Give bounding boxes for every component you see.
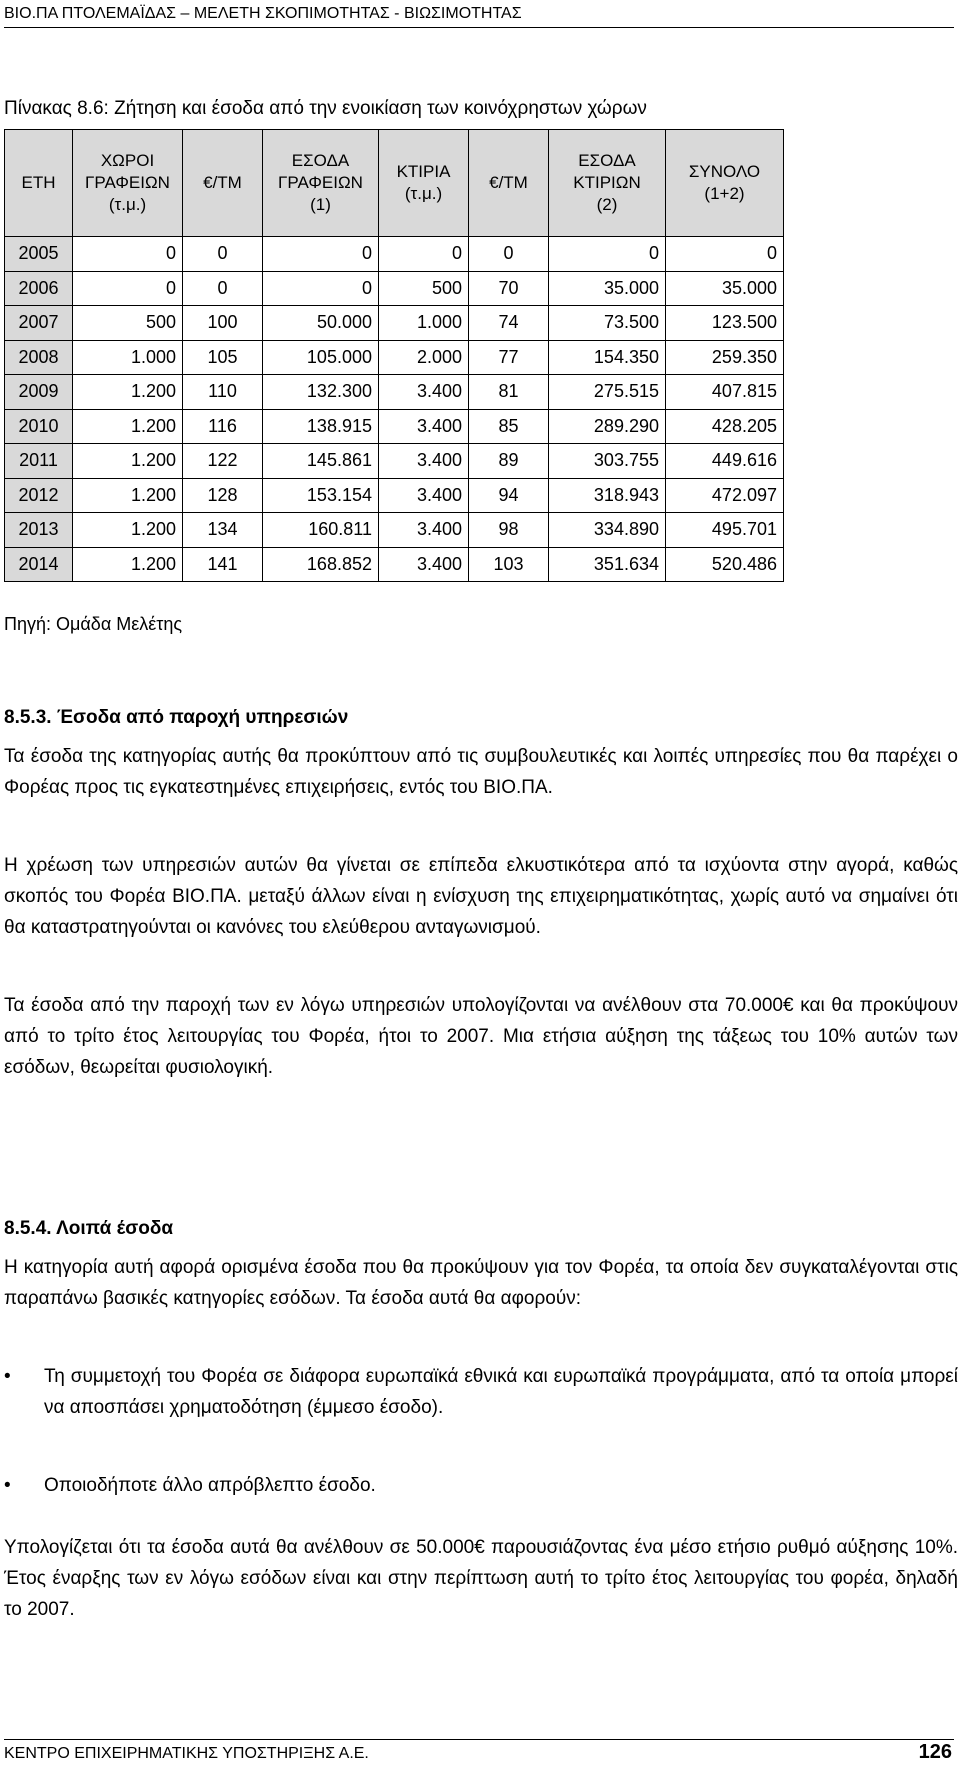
table-cell: 2.000	[379, 340, 469, 375]
table-row	[5, 340, 784, 375]
column-header	[469, 130, 549, 237]
table-cell: 168.852	[263, 547, 379, 582]
table-cell: 154.350	[549, 340, 666, 375]
table-row	[5, 478, 784, 513]
table-cell: 1.000	[379, 306, 469, 341]
table-cell: 1.200	[73, 375, 183, 410]
table-body	[5, 237, 784, 582]
table-cell: 407.815	[666, 375, 784, 410]
table-cell: 128	[183, 478, 263, 513]
table-cell: 334.890	[549, 513, 666, 548]
table-cell: 500	[379, 271, 469, 306]
table-cell: 1.200	[73, 478, 183, 513]
year-cell: 2010	[5, 409, 73, 444]
revenue-table	[4, 129, 784, 582]
table-cell: 70	[469, 271, 549, 306]
column-header	[73, 130, 183, 237]
column-header	[183, 130, 263, 237]
table-caption: Πίνακας 8.6: Ζήτηση και έσοδα από την ενοικίαση των κοινόχρηστων χώρων	[4, 98, 647, 119]
table-source-note: Πηγή: Ομάδα Μελέτης	[4, 614, 183, 634]
table-cell: 3.400	[379, 409, 469, 444]
year-cell: 2012	[5, 478, 73, 513]
column-header-line: €/ΤΜ	[489, 173, 528, 192]
table-cell: 0	[469, 237, 549, 272]
table-cell: 138.915	[263, 409, 379, 444]
table-cell: 35.000	[549, 271, 666, 306]
column-header	[666, 130, 784, 237]
page-number: 126	[918, 1741, 952, 1763]
running-header: ΒΙΟ.ΠΑ ΠΤΟΛΕΜΑΪΔΑΣ – ΜΕΛΕΤΗ ΣΚΟΠΙΜΟΤΗΤΑΣ - ΒΙΩΣΙΜΟΤΗΤΑΣ	[4, 4, 954, 28]
paragraph: Η χρέωση των υπηρεσιών αυτών θα γίνεται σε επίπεδα ελκυστικότερα από τα ισχύοντα στην αγορά, καθώς σκοπός του Φορέα ΒΙΟ.ΠΑ. μεταξύ άλλων είναι η ενίσχυση της επιχειρηματικότητας, χωρίς αυτό να σημαίνει ότι θα καταστρατηγούνται οι κανόνες του ελεύθερου ανταγωνισμού.	[4, 855, 958, 938]
table-cell: 0	[183, 237, 263, 272]
table-cell: 141	[183, 547, 263, 582]
table-row	[5, 237, 784, 272]
column-header-line: ΕΤΗ	[21, 173, 56, 192]
table-row	[5, 271, 784, 306]
column-header-line: ΓΡΑΦΕΙΩΝ	[85, 173, 170, 192]
table-cell: 351.634	[549, 547, 666, 582]
table-cell: 0	[73, 237, 183, 272]
table-cell: 428.205	[666, 409, 784, 444]
column-header-line: (1+2)	[704, 184, 745, 203]
table-cell: 1.200	[73, 409, 183, 444]
column-header-line: (1)	[310, 195, 331, 214]
table-cell: 50.000	[263, 306, 379, 341]
table-cell: 123.500	[666, 306, 784, 341]
column-header	[263, 130, 379, 237]
table-cell: 0	[73, 271, 183, 306]
table-cell: 73.500	[549, 306, 666, 341]
bullet-icon: •	[4, 1475, 11, 1496]
table-cell: 0	[263, 271, 379, 306]
column-header-line: ΕΣΟΔΑ	[291, 151, 350, 170]
year-cell: 2013	[5, 513, 73, 548]
column-header-line: ΚΤΙΡΙΑ	[396, 162, 451, 181]
table-cell: 105.000	[263, 340, 379, 375]
table-cell: 132.300	[263, 375, 379, 410]
table-row	[5, 375, 784, 410]
footer-org: ΚΕΝΤΡΟ ΕΠΙΧΕΙΡΗΜΑΤΙΚΗΣ ΥΠΟΣΤΗΡΙΞΗΣ Α.Ε.	[4, 1745, 369, 1762]
table-cell: 94	[469, 478, 549, 513]
table-cell: 0	[666, 237, 784, 272]
list-item-text: Οποιοδήποτε άλλο απρόβλεπτο έσοδο.	[44, 1475, 376, 1496]
year-cell: 2009	[5, 375, 73, 410]
table-cell: 520.486	[666, 547, 784, 582]
bullet-icon: •	[4, 1366, 11, 1387]
table-cell: 77	[469, 340, 549, 375]
table-cell: 472.097	[666, 478, 784, 513]
column-header-line: ΓΡΑΦΕΙΩΝ	[278, 173, 363, 192]
table-cell: 318.943	[549, 478, 666, 513]
year-cell: 2011	[5, 444, 73, 479]
column-header-line: (2)	[596, 195, 618, 214]
table-cell: 449.616	[666, 444, 784, 479]
column-header-line: (τ.μ.)	[404, 184, 443, 203]
paragraph: Υπολογίζεται ότι τα έσοδα αυτά θα ανέλθουν σε 50.000€ παρουσιάζοντας ένα μέσο ετήσιο ρυθμό αύξησης 10%. Έτος έναρξης των εν λόγω εσόδων είναι και στην περίπτωση αυτή το τρίτο έτος λειτουργίας του φορέα, δηλαδή το 2007.	[4, 1537, 958, 1620]
list-item-text: Τη συμμετοχή του Φορέα σε διάφορα ευρωπαϊκά εθνικά και ευρωπαϊκά προγράμματα, από τα οποία μπορεί να αποσπάσει χρηματοδότηση (έμμεσο έσοδο).	[44, 1366, 958, 1418]
table-cell: 0	[183, 271, 263, 306]
column-header-line: ΚΤΙΡΙΩΝ	[573, 173, 641, 192]
column-header	[549, 130, 666, 237]
table-cell: 110	[183, 375, 263, 410]
table-row	[5, 547, 784, 582]
section-heading-854: 8.5.4. Λοιπά έσοδα	[4, 1218, 174, 1239]
table-cell: 81	[469, 375, 549, 410]
table-cell: 495.701	[666, 513, 784, 548]
table-cell: 1.200	[73, 444, 183, 479]
table-cell: 89	[469, 444, 549, 479]
year-cell: 2006	[5, 271, 73, 306]
table-cell: 35.000	[666, 271, 784, 306]
column-header-line: ΣΥΝΟΛΟ	[688, 162, 761, 181]
year-cell: 2014	[5, 547, 73, 582]
section-heading-853: 8.5.3. Έσοδα από παροχή υπηρεσιών	[4, 707, 349, 728]
table-cell: 160.811	[263, 513, 379, 548]
table-cell: 1.200	[73, 513, 183, 548]
table-cell: 1.000	[73, 340, 183, 375]
table-row	[5, 444, 784, 479]
year-cell: 2005	[5, 237, 73, 272]
column-header-line: €/ΤΜ	[203, 173, 242, 192]
column-header-line: (τ.μ.)	[108, 195, 147, 214]
table-cell: 74	[469, 306, 549, 341]
table-cell: 303.755	[549, 444, 666, 479]
table-cell: 116	[183, 409, 263, 444]
table-cell: 289.290	[549, 409, 666, 444]
table-cell: 100	[183, 306, 263, 341]
table-cell: 3.400	[379, 444, 469, 479]
year-cell: 2007	[5, 306, 73, 341]
table-row	[5, 513, 784, 548]
table-cell: 85	[469, 409, 549, 444]
table-cell: 500	[73, 306, 183, 341]
table-cell: 259.350	[666, 340, 784, 375]
table-cell: 3.400	[379, 375, 469, 410]
table-cell: 275.515	[549, 375, 666, 410]
table-cell: 3.400	[379, 513, 469, 548]
table-row	[5, 306, 784, 341]
table-cell: 134	[183, 513, 263, 548]
paragraph: Τα έσοδα της κατηγορίας αυτής θα προκύπτουν από τις συμβουλευτικές και λοιπές υπηρεσίες που θα παρέχει ο Φορέας προς τις εγκατεστημένες επιχειρήσεις, εντός του ΒΙΟ.ΠΑ.	[4, 746, 958, 798]
table-cell: 3.400	[379, 478, 469, 513]
paragraph: Τα έσοδα από την παροχή των εν λόγω υπηρεσιών υπολογίζονται να ανέλθουν στα 70.000€ και θα προκύψουν από το τρίτο έτος λειτουργίας του Φορέα, ήτοι το 2007. Μια ετήσια αύξηση της τάξεως του 10% αυτών των εσόδων, θεωρείται φυσιολογική.	[4, 995, 958, 1078]
table-cell: 145.861	[263, 444, 379, 479]
table-cell: 1.200	[73, 547, 183, 582]
running-footer	[4, 1739, 954, 1763]
table-cell: 0	[549, 237, 666, 272]
table-cell: 122	[183, 444, 263, 479]
column-header-line: ΧΩΡΟΙ	[100, 151, 155, 170]
column-header	[5, 130, 73, 237]
table-cell: 103	[469, 547, 549, 582]
table-cell: 0	[379, 237, 469, 272]
table-cell: 0	[263, 237, 379, 272]
table-cell: 153.154	[263, 478, 379, 513]
table-cell: 98	[469, 513, 549, 548]
column-header	[379, 130, 469, 237]
table-row	[5, 409, 784, 444]
year-cell: 2008	[5, 340, 73, 375]
table-cell: 3.400	[379, 547, 469, 582]
column-header-line: ΕΣΟΔΑ	[578, 151, 636, 170]
table-header-row	[5, 130, 784, 237]
table-cell: 105	[183, 340, 263, 375]
paragraph: Η κατηγορία αυτή αφορά ορισμένα έσοδα που θα προκύψουν για τον Φορέα, τα οποία δεν συγκαταλέγονται στις παραπάνω βασικές κατηγορίες εσόδων. Τα έσοδα αυτά θα αφορούν:	[4, 1257, 958, 1309]
